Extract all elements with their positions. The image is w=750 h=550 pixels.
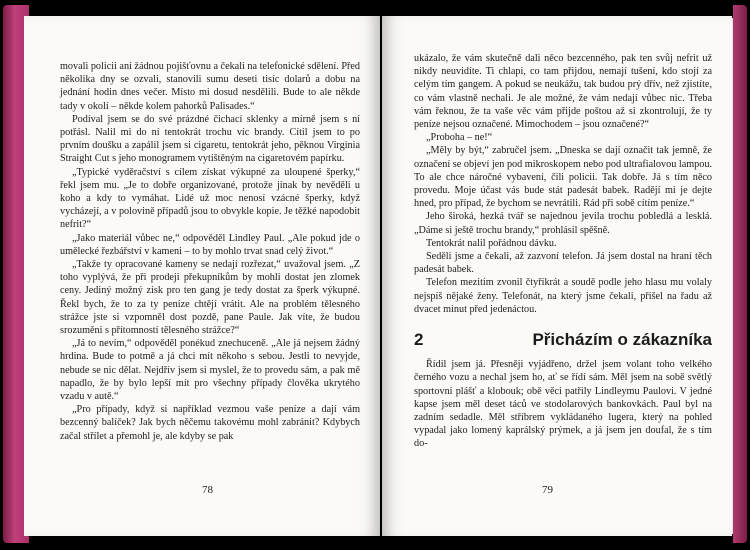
paragraph: „Takže ty opracované kameny se nedají rozřezat,“ uvažoval jsem. „Z toho vyplývá, že při prodeji překupníkům by mohli dostat jen zlomek ceny. Jediný možný zisk pro ten gang je tedy dostat za šperk výkupné. Řekl bych, že to za ty peníze chtějí vrátit. Ale na problém tělesného strážce jste si vzpomněl dost pozdě, pane Paule. Jak víte, že budou srozuměni s přítomností tělesného strážce?“: [60, 259, 360, 337]
paragraph: „Proboha – ne!“: [426, 132, 493, 144]
page-number-right: 79: [542, 484, 553, 496]
paragraph: „Měly by být,“ zabručel jsem. „Dneska se dají označit tak jemně, že označení se objeví jen pod mikroskopem nebo pod ultrafialovou lampou. To ale chce náročné vybavení, čili policii. Tak dobře. Já s tím něco provedu. Moje účast vás bude stát padesát babek. Radějí mi je dejte hned, pro případ, že bychom se nevrátili. Rád při sobě cítím peníze.“: [414, 145, 712, 210]
chapter-heading: [414, 330, 712, 350]
left-page-text: [60, 60, 360, 443]
book-cover-right: [733, 5, 747, 543]
right-page: [382, 16, 732, 536]
paragraph: „Já to nevím,“ odpověděl ponékud znechuceně. „Ale já nejsem žádný hrdina. Bude to potmě a já chci mít někoho s sebou. Jestli to nevyjde, nebude se nic dělat. Nejdřív jsem si myslel, že to provedu sám, a pak mě napadlo, že by bylo lepší mít pro všechny případy člověka ukrytého vzadu v autě.“: [60, 338, 360, 403]
paragraph: „Pro případy, když si například vezmou vaše peníze a dají vám bezcenný balíček? Jak bych něčemu takovému mohl zabránit? Kdybych začal střílet a přemohl je, ale kdyby se pak: [60, 404, 360, 442]
paragraph: Řídil jsem já. Přesněji vyjádřeno, držel jsem volant toho velkého černého vozu a nechal jsem ho, ať se řídí sám. Měl jsem na sobě světlý sportovní plášť a klobouk; obě věci patřily Lindleymu Paulovi. V jedné kapse jsem měl deset táců ve stodolarových bankovkách. Paul byl na zadním sedadle. Měl stříbrem vykládaného lugera, který na pohled vypadal jako lomený kaprálský prýmek, a já jsem jen doufal, že s tím do-: [414, 359, 712, 450]
paragraph: „Typické vyděračství s cílem získat výkupné za uloupené šperky,“ řekl jsem mu. „Je to dobře organizované, protože jinak by nevěděli u koho a kdy to vymáhat. Lidé už moc nenosí vzácné šperky, když vycházejí, a v polovině případů jsou to obvykle kopie. Je těžké napodobit nefrit?“: [60, 166, 360, 231]
page-number-left: 78: [202, 484, 213, 496]
right-page-text: [414, 52, 712, 451]
left-page: [24, 16, 380, 536]
right-text-after-chapter: [414, 358, 712, 450]
chapter-number: 2: [414, 330, 424, 350]
right-text-before-chapter: [414, 52, 712, 316]
paragraph: Seděli jsme a čekali, až zazvoní telefon. Já jsem dostal na hraní těch padesát babek.: [414, 251, 712, 276]
chapter-title: Přicházím o zákazníka: [532, 330, 712, 350]
paragraph: „Jako materiál vůbec ne,“ odpověděl Lindley Paul. „Ale pokud jde o umělecké řezbářství v kameni – to by mohlo trvat snad celý život.“: [60, 232, 360, 257]
paragraph: ukázalo, že vám skutečně dali něco bezcenného, pak ten svůj nefrit už nikdy neuvidíte. Ti chlapi, co tam přijdou, nemají tušení, kdo stojí za celým tím gangem. A pokud se neukážu, tak budou prý dřív, než zjistíte, co vám vlastně nechali. Je ale možné, že vám nedají vůbec nic. Třeba vám řeknou, že ta vaše věc vám přijde poštou až si zkontrolují, že ty peníze nejsou označené. Mimochodem – jsou označené?“: [414, 53, 712, 131]
paragraph: Tentokrát nalil pořádnou dávku.: [426, 237, 557, 249]
paragraph: Podíval jsem se do své prázdné čichací sklenky a mírně jsem s ní potřásl. Nalil mi do ní tentokrát trochu víc brandy. Cítil jsem to po prvním doušku a zapálil jsem si cigaretu, tentokrát jeho, pěknou Virginia Straight Cut s jeho monogramem vytištěným na cigaretovém papírku.: [60, 113, 360, 165]
paragraph: Telefon mezitím zvonil čtyřikrát a soudě podle jeho hlasu mu volaly nejspíš nějaké ženy. Telefonát, na který jsme čekali, přišel na řadu až dvacet minut před jedenáctou.: [414, 277, 712, 315]
paragraph: movali policii ani žádnou pojišťovnu a čekali na telefonické sdělení. Před několika dny se ozvali, stanovili sumu deseti tisíc dolarů a dobu na jednání hodin dnes večer. Místo mi dosud nesdělili. Bude to ale někde tady v okolí – někde kolem pahorků Palisades.“: [60, 61, 360, 112]
paragraph: Jeho široká, hezká tvář se najednou jevila trochu pobledlá a lesklá. „Dáme si ještě trochu brandy,“ prohlásil spěšně.: [414, 211, 712, 236]
